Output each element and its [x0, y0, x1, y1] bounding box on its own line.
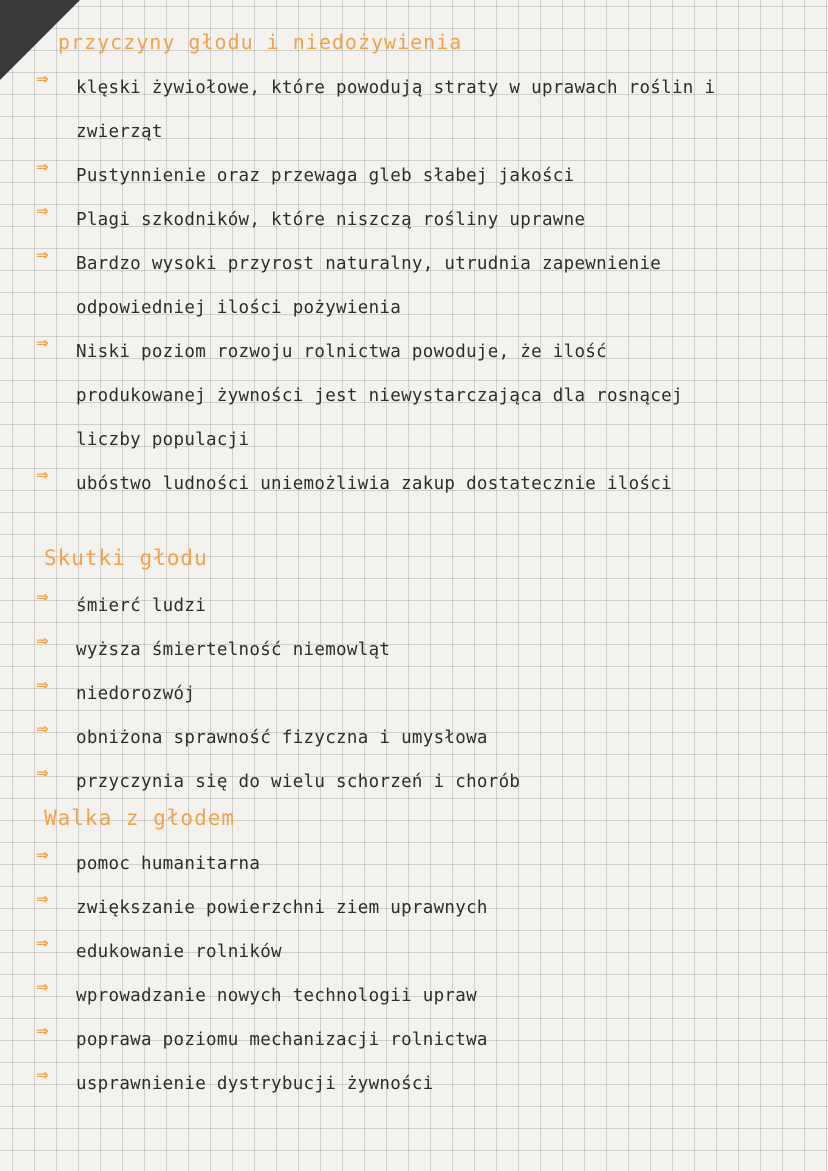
list-item [0, 760, 828, 804]
list-item-text: niedorozwój [76, 684, 196, 704]
list-item-text: Bardzo wysoki przyrost naturalny, utrudnia zapewnienie odpowiedniej ilości pożywienia [76, 254, 662, 318]
list-item-text: wprowadzanie nowych technologii upraw [76, 986, 477, 1006]
arrow-bullet-icon: ⇒ [36, 70, 49, 88]
list-item [0, 1018, 828, 1062]
arrow-bullet-icon: ⇒ [36, 632, 49, 650]
arrow-bullet-icon: ⇒ [36, 720, 49, 738]
list-item-text: poprawa poziomu mechanizacji rolnictwa [76, 1030, 488, 1050]
section-title-causes: przyczyny głodu i niedożywienia [58, 30, 463, 54]
list-item-text: edukowanie rolników [76, 942, 282, 962]
list-item-text: Plagi szkodników, które niszczą rośliny uprawne [76, 210, 586, 230]
list-item [0, 198, 828, 242]
arrow-bullet-icon: ⇒ [36, 846, 49, 864]
arrow-bullet-icon: ⇒ [36, 246, 49, 264]
list-item-text: śmierć ludzi [76, 596, 207, 616]
list-item-text: usprawnienie dystrybucji żywności [76, 1074, 434, 1094]
list-item [0, 1062, 828, 1106]
list-item [0, 930, 828, 974]
section-title-effects: Skutki głodu [44, 546, 208, 570]
list-item-text: Pustynnienie oraz przewaga gleb słabej jakości [76, 166, 575, 186]
arrow-bullet-icon: ⇒ [36, 978, 49, 996]
list-item [0, 886, 828, 930]
list-item [0, 628, 828, 672]
list-item [0, 672, 828, 716]
list-item-text: wyższa śmiertelność niemowląt [76, 640, 391, 660]
list-item-text: obniżona sprawność fizyczna i umysłowa [76, 728, 488, 748]
list-item-text: ubóstwo ludności uniemożliwia zakup dostatecznie ilości [76, 474, 672, 494]
list-item [0, 842, 828, 886]
list-item [0, 330, 828, 462]
list-item [0, 716, 828, 760]
arrow-bullet-icon: ⇒ [36, 1022, 49, 1040]
list-item-text: Niski poziom rozwoju rolnictwa powoduje, że ilość produkowanej żywności jest niewystarczająca dla rosnącej liczby populacji [76, 342, 683, 450]
arrow-bullet-icon: ⇒ [36, 764, 49, 782]
list-item-text: pomoc humanitarna [76, 854, 261, 874]
list-item [0, 242, 828, 330]
section-effects [0, 584, 828, 804]
arrow-bullet-icon: ⇒ [36, 676, 49, 694]
arrow-bullet-icon: ⇒ [36, 1066, 49, 1084]
arrow-bullet-icon: ⇒ [36, 158, 49, 176]
list-item [0, 974, 828, 1018]
list-item [0, 154, 828, 198]
arrow-bullet-icon: ⇒ [36, 334, 49, 352]
list-item [0, 462, 828, 550]
section-fight [0, 842, 828, 1106]
list-item-text: zwiększanie powierzchni ziem uprawnych [76, 898, 488, 918]
list-item-text: klęski żywiołowe, które powodują straty w uprawach roślin i zwierząt [76, 78, 716, 142]
list-item [0, 584, 828, 628]
arrow-bullet-icon: ⇒ [36, 202, 49, 220]
arrow-bullet-icon: ⇒ [36, 588, 49, 606]
list-item [0, 66, 828, 154]
arrow-bullet-icon: ⇒ [36, 934, 49, 952]
list-item-text: przyczynia się do wielu schorzeń i chorób [76, 772, 521, 792]
section-title-fight: Walka z głodem [44, 806, 236, 830]
section-causes [0, 66, 828, 550]
arrow-bullet-icon: ⇒ [36, 466, 49, 484]
arrow-bullet-icon: ⇒ [36, 890, 49, 908]
